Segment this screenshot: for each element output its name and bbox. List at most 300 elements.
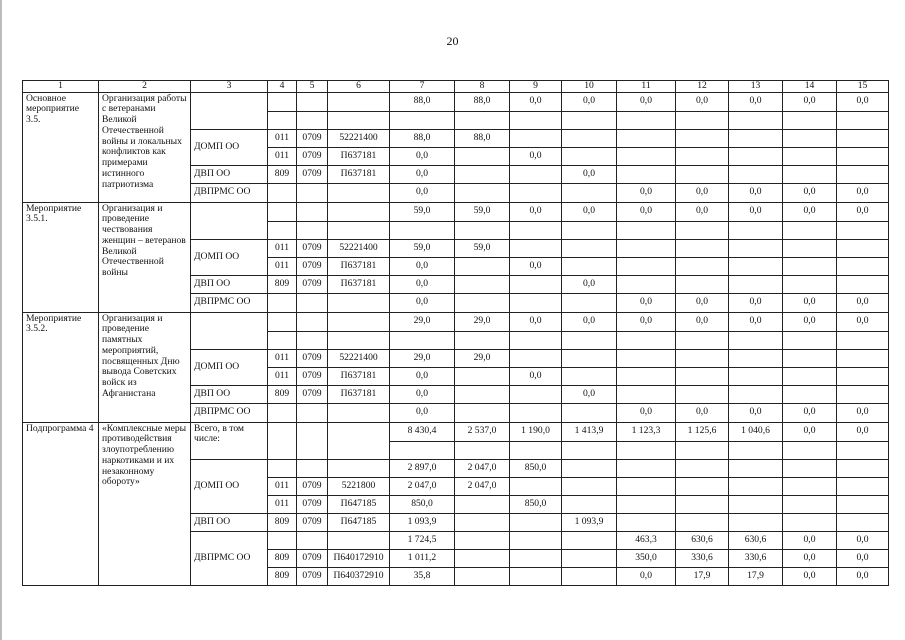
table-cell	[455, 441, 510, 459]
table-cell	[510, 567, 562, 585]
value-cell: 0,0	[837, 549, 889, 567]
table-cell: П640372910	[328, 567, 390, 585]
table-body	[23, 81, 889, 586]
value-cell: 1 190,0	[510, 422, 562, 441]
table-cell	[562, 367, 617, 385]
table-cell	[455, 111, 510, 129]
value-cell: 0,0	[783, 549, 837, 567]
value-cell: 1 040,6	[729, 422, 783, 441]
table-cell	[729, 349, 783, 367]
value-cell	[455, 147, 510, 165]
table-cell	[617, 477, 676, 495]
table-cell	[617, 331, 676, 349]
value-cell: 17,9	[729, 567, 783, 585]
value-cell: 29,0	[455, 312, 510, 331]
table-cell	[562, 441, 617, 459]
source-label: ДВП ОО	[191, 513, 268, 531]
table-cell	[390, 441, 455, 459]
table-cell	[729, 221, 783, 239]
table-cell	[617, 111, 676, 129]
value-cell: 0,0	[390, 165, 455, 183]
table-cell: П640172910	[328, 549, 390, 567]
table-cell	[562, 257, 617, 275]
table-cell	[328, 293, 390, 312]
column-header: 4	[268, 81, 297, 93]
table-cell	[676, 495, 729, 513]
budget-table	[22, 80, 889, 586]
table-cell	[510, 531, 562, 549]
table-cell	[783, 147, 837, 165]
value-cell: 0,0	[617, 293, 676, 312]
value-cell: 29,0	[390, 312, 455, 331]
table-cell	[783, 441, 837, 459]
table-cell	[562, 293, 617, 312]
table-cell	[562, 129, 617, 147]
value-cell: 0,0	[510, 147, 562, 165]
source-label: ДВП ОО	[191, 165, 268, 183]
column-header: 6	[328, 81, 390, 93]
table-cell	[455, 183, 510, 202]
value-cell: 17,9	[676, 567, 729, 585]
table-cell	[297, 312, 328, 331]
value-cell: 0,0	[390, 293, 455, 312]
value-cell	[510, 129, 562, 147]
table-cell: 0709	[297, 477, 328, 495]
table-cell: 0709	[297, 129, 328, 147]
table-cell	[268, 111, 297, 129]
table-cell	[455, 531, 510, 549]
table-cell	[837, 495, 889, 513]
table-row	[23, 81, 889, 93]
table-cell	[191, 92, 268, 129]
event-code: Мероприятие 3.5.1.	[23, 202, 99, 312]
table-cell	[510, 403, 562, 422]
source-label: ДВПРМС ОО	[191, 403, 268, 422]
column-header: 15	[837, 81, 889, 93]
table-cell	[783, 129, 837, 147]
table-row	[23, 312, 889, 331]
value-cell: 0,0	[390, 183, 455, 202]
table-cell	[562, 349, 617, 367]
value-cell: 2 047,0	[390, 477, 455, 495]
value-cell: 29,0	[455, 349, 510, 367]
table-cell	[783, 111, 837, 129]
table-cell	[297, 422, 328, 459]
event-code: Основное мероприятие 3.5.	[23, 92, 99, 202]
value-cell: 0,0	[390, 275, 455, 293]
table-cell: 809	[268, 275, 297, 293]
table-cell	[676, 331, 729, 349]
table-cell	[676, 275, 729, 293]
table-cell	[729, 441, 783, 459]
value-cell: 59,0	[390, 202, 455, 221]
value-cell: 88,0	[455, 129, 510, 147]
value-cell: 0,0	[729, 183, 783, 202]
value-cell: 0,0	[510, 367, 562, 385]
value-cell: 463,3	[617, 531, 676, 549]
table-cell	[510, 165, 562, 183]
table-cell	[837, 349, 889, 367]
table-cell	[510, 385, 562, 403]
value-cell: 88,0	[390, 92, 455, 111]
table-cell	[837, 459, 889, 477]
table-cell	[783, 275, 837, 293]
column-header: 2	[99, 81, 191, 93]
value-cell: 59,0	[455, 202, 510, 221]
table-cell	[328, 459, 390, 477]
table-cell	[729, 275, 783, 293]
value-cell: 0,0	[390, 147, 455, 165]
table-cell	[562, 183, 617, 202]
table-cell	[297, 92, 328, 111]
subprogram-name: «Комплексные меры противодействия злоупотреблению наркотиками и их незаконному обороту»	[99, 422, 191, 585]
table-cell	[617, 349, 676, 367]
value-cell: 0,0	[837, 183, 889, 202]
value-cell: 850,0	[510, 459, 562, 477]
table-cell	[510, 111, 562, 129]
total-label: Всего, в том числе:	[191, 422, 268, 459]
table-cell: 011	[268, 477, 297, 495]
table-cell	[328, 531, 390, 549]
table-cell: П637181	[328, 165, 390, 183]
value-cell: 630,6	[729, 531, 783, 549]
table-cell	[676, 165, 729, 183]
table-cell: 0709	[297, 275, 328, 293]
table-cell: 011	[268, 367, 297, 385]
table-cell	[328, 403, 390, 422]
value-cell: 0,0	[510, 92, 562, 111]
table-cell	[729, 367, 783, 385]
page-left-edge	[0, 0, 2, 640]
table-cell	[729, 257, 783, 275]
table-cell	[297, 221, 328, 239]
table-cell: 809	[268, 165, 297, 183]
table-cell	[268, 331, 297, 349]
table-cell	[837, 331, 889, 349]
table-cell: 0709	[297, 385, 328, 403]
value-cell: 2 537,0	[455, 422, 510, 441]
table-cell	[729, 165, 783, 183]
table-cell	[617, 221, 676, 239]
column-header: 13	[729, 81, 783, 93]
table-cell	[297, 403, 328, 422]
value-cell: 0,0	[837, 293, 889, 312]
table-cell	[455, 403, 510, 422]
table-cell	[510, 293, 562, 312]
table-cell	[617, 147, 676, 165]
table-cell	[562, 111, 617, 129]
event-name: Организация и проведение чествования женщин – ветеранов Великой Отечественной войны	[99, 202, 191, 312]
table-cell	[455, 165, 510, 183]
value-cell: 0,0	[783, 422, 837, 441]
source-label: ДВП ОО	[191, 275, 268, 293]
table-cell	[455, 275, 510, 293]
source-label: ДВП ОО	[191, 385, 268, 403]
table-cell	[837, 165, 889, 183]
column-header: 1	[23, 81, 99, 93]
table-cell	[268, 312, 297, 331]
table-cell	[837, 441, 889, 459]
table-row	[23, 92, 889, 111]
value-cell: 0,0	[562, 165, 617, 183]
source-label: ДОМП ОО	[191, 239, 268, 275]
event-name: Организация работы с ветеранами Великой Отечественной войны и локальных конфликтов как примерами истинного патриотизма	[99, 92, 191, 202]
table-cell	[562, 239, 617, 257]
table-cell	[268, 293, 297, 312]
value-cell: 0,0	[837, 567, 889, 585]
table-cell	[729, 147, 783, 165]
value-cell: 1 123,3	[617, 422, 676, 441]
table-cell	[837, 275, 889, 293]
table-cell	[676, 147, 729, 165]
table-cell	[617, 239, 676, 257]
value-cell: 0,0	[617, 183, 676, 202]
table-cell	[455, 549, 510, 567]
table-cell: 809	[268, 385, 297, 403]
table-cell	[837, 111, 889, 129]
column-header: 3	[191, 81, 268, 93]
value-cell: 0,0	[837, 531, 889, 549]
table-cell	[268, 92, 297, 111]
table-cell	[783, 385, 837, 403]
value-cell: 0,0	[617, 403, 676, 422]
table-cell	[510, 183, 562, 202]
table-cell	[837, 221, 889, 239]
value-cell: 0,0	[783, 312, 837, 331]
value-cell: 0,0	[562, 312, 617, 331]
table-cell	[676, 367, 729, 385]
table-cell: 011	[268, 495, 297, 513]
table-cell	[676, 129, 729, 147]
page-number: 20	[446, 34, 459, 48]
value-cell: 630,6	[676, 531, 729, 549]
value-cell: 0,0	[510, 312, 562, 331]
table-cell	[676, 441, 729, 459]
value-cell: 0,0	[390, 257, 455, 275]
column-header: 11	[617, 81, 676, 93]
table-cell	[455, 513, 510, 531]
value-cell: 0,0	[837, 202, 889, 221]
value-cell: 0,0	[729, 312, 783, 331]
value-cell: 0,0	[617, 567, 676, 585]
table-cell	[783, 239, 837, 257]
value-cell	[510, 239, 562, 257]
table-cell	[729, 513, 783, 531]
value-cell: 1 093,9	[390, 513, 455, 531]
value-cell: 0,0	[676, 202, 729, 221]
table-cell	[837, 147, 889, 165]
value-cell: 0,0	[510, 257, 562, 275]
table-cell	[783, 459, 837, 477]
table-cell	[510, 331, 562, 349]
table-cell: 0709	[297, 147, 328, 165]
value-cell: 0,0	[562, 202, 617, 221]
table-cell	[268, 459, 297, 477]
value-cell: 0,0	[510, 202, 562, 221]
table-cell: 809	[268, 567, 297, 585]
value-cell: 0,0	[783, 567, 837, 585]
table-cell	[617, 441, 676, 459]
table-cell	[837, 257, 889, 275]
value-cell: 1 093,9	[562, 513, 617, 531]
table-cell	[783, 349, 837, 367]
value-cell: 0,0	[562, 385, 617, 403]
table-cell: П637181	[328, 147, 390, 165]
table-cell	[837, 385, 889, 403]
source-label: ДОМП ОО	[191, 129, 268, 165]
column-header: 9	[510, 81, 562, 93]
table-cell: 5221800	[328, 477, 390, 495]
table-cell	[729, 111, 783, 129]
table-cell: 011	[268, 147, 297, 165]
table-cell	[562, 495, 617, 513]
table-cell: 809	[268, 549, 297, 567]
table-cell: 0709	[297, 495, 328, 513]
table-cell	[837, 513, 889, 531]
value-cell: 0,0	[617, 92, 676, 111]
table-cell	[729, 459, 783, 477]
table-cell	[328, 183, 390, 202]
table-cell	[562, 531, 617, 549]
event-code: Мероприятие 3.5.2.	[23, 312, 99, 422]
table-cell	[562, 147, 617, 165]
value-cell: 0,0	[783, 403, 837, 422]
table-cell	[297, 202, 328, 221]
table-cell	[617, 495, 676, 513]
value-cell: 1 724,5	[390, 531, 455, 549]
table-cell: 011	[268, 129, 297, 147]
value-cell: 59,0	[390, 239, 455, 257]
value-cell: 0,0	[729, 202, 783, 221]
source-label: ДВПРМС ОО	[191, 531, 268, 585]
table-cell	[562, 221, 617, 239]
table-cell	[617, 513, 676, 531]
table-cell	[297, 293, 328, 312]
value-cell: 0,0	[729, 403, 783, 422]
value-cell: 330,6	[676, 549, 729, 567]
column-header: 5	[297, 81, 328, 93]
table-cell	[390, 111, 455, 129]
table-cell	[328, 331, 390, 349]
value-cell	[455, 367, 510, 385]
table-row	[23, 202, 889, 221]
table-cell	[510, 275, 562, 293]
table-cell: 52221400	[328, 349, 390, 367]
column-header: 7	[390, 81, 455, 93]
column-header: 12	[676, 81, 729, 93]
table-cell	[562, 567, 617, 585]
table-cell	[837, 367, 889, 385]
table-cell: 011	[268, 349, 297, 367]
table-cell: 0709	[297, 567, 328, 585]
table-cell	[783, 257, 837, 275]
table-cell: П637181	[328, 367, 390, 385]
table-cell	[297, 331, 328, 349]
table-cell: 011	[268, 257, 297, 275]
table-cell	[191, 312, 268, 349]
table-cell	[328, 111, 390, 129]
table-cell: 0709	[297, 239, 328, 257]
table-cell	[328, 221, 390, 239]
value-cell: 0,0	[562, 275, 617, 293]
table-cell	[783, 221, 837, 239]
value-cell: 850,0	[390, 495, 455, 513]
table-cell	[328, 202, 390, 221]
table-cell	[562, 331, 617, 349]
value-cell: 2 047,0	[455, 459, 510, 477]
source-label: ДВПРМС ОО	[191, 293, 268, 312]
table-cell	[617, 257, 676, 275]
value-cell: 59,0	[455, 239, 510, 257]
value-cell: 0,0	[617, 312, 676, 331]
table-cell	[510, 513, 562, 531]
value-cell: 0,0	[676, 312, 729, 331]
table-cell: 809	[268, 513, 297, 531]
table-cell	[617, 129, 676, 147]
column-header: 14	[783, 81, 837, 93]
table-cell	[455, 567, 510, 585]
value-cell: 1 011,2	[390, 549, 455, 567]
table-cell	[676, 349, 729, 367]
table-cell	[562, 403, 617, 422]
table-cell	[455, 221, 510, 239]
table-cell	[783, 331, 837, 349]
table-cell	[297, 111, 328, 129]
table-cell: П637181	[328, 257, 390, 275]
table-cell	[837, 477, 889, 495]
value-cell: 0,0	[390, 385, 455, 403]
table-cell	[676, 111, 729, 129]
value-cell: 0,0	[837, 403, 889, 422]
table-cell	[729, 495, 783, 513]
table-cell	[390, 331, 455, 349]
table-cell	[328, 92, 390, 111]
table-cell	[837, 129, 889, 147]
source-label: ДОМП ОО	[191, 459, 268, 513]
value-cell: 0,0	[729, 293, 783, 312]
value-cell: 850,0	[510, 495, 562, 513]
value-cell: 350,0	[617, 549, 676, 567]
column-header: 8	[455, 81, 510, 93]
value-cell	[510, 477, 562, 495]
table-cell	[297, 183, 328, 202]
value-cell: 0,0	[676, 92, 729, 111]
event-name: Организация и проведение памятных мероприятий, посвященных Дню вывода Советских войск из Афганистана	[99, 312, 191, 422]
source-label: ДВПРМС ОО	[191, 183, 268, 202]
table-cell	[617, 275, 676, 293]
source-label: ДОМП ОО	[191, 349, 268, 385]
value-cell: 0,0	[783, 92, 837, 111]
value-cell: 0,0	[390, 403, 455, 422]
table-cell	[510, 549, 562, 567]
table-cell: 52221400	[328, 129, 390, 147]
value-cell: 0,0	[783, 293, 837, 312]
table-cell	[617, 459, 676, 477]
value-cell: 0,0	[837, 92, 889, 111]
table-cell	[562, 459, 617, 477]
table-cell	[562, 549, 617, 567]
column-header: 10	[562, 81, 617, 93]
value-cell: 8 430,4	[390, 422, 455, 441]
table-cell: 0709	[297, 549, 328, 567]
table-cell	[268, 183, 297, 202]
table-cell	[676, 239, 729, 257]
value-cell: 0,0	[837, 312, 889, 331]
value-cell: 88,0	[390, 129, 455, 147]
table-cell: 0709	[297, 367, 328, 385]
value-cell: 29,0	[390, 349, 455, 367]
value-cell	[510, 349, 562, 367]
